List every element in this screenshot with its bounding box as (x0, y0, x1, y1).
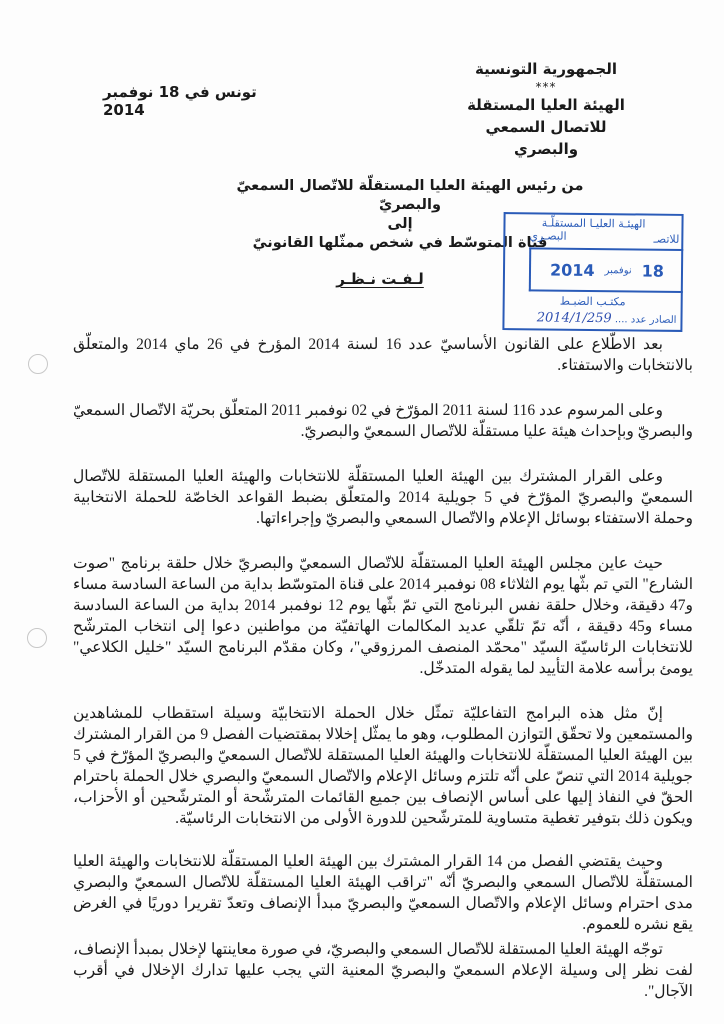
recipient-label: إلى (387, 216, 413, 232)
stamp-date-box (529, 247, 683, 293)
stamp-authority-line2-left: البصـري (529, 229, 567, 243)
stamp-day: 18 (641, 261, 665, 281)
paragraph: توجّه الهيئة العليا المستقلة للاتّصال السمعي والبصريّ، في صورة معاينتها لإخلال بمبدأ الإنصاف، لفت نظر إلى وسيلة الإعلام السمعيّ والبصريّ المعنية التي يجب عليها تدارك الإخلال في أقرب الآجال". (73, 941, 693, 1000)
stamp-ref-label: الصادر عدد (630, 314, 677, 326)
stamp-reference: الصادر عدد .... 2014/1/259 (536, 310, 677, 327)
punch-hole-icon (27, 628, 47, 648)
republic-name: الجمهورية التونسية (475, 60, 617, 78)
stars-divider: *** (535, 80, 557, 94)
paragraph: وعلى القرار المشترك بين الهيئة العليا المستقلّة للانتخابات والهيئة العليا المستقلة للاتّصال السمعيّ والبصريّ المؤرّخ في 5 جويلية 2014 والمتعلّق بضبط القواعد الخاصّة للحملة الانتخابية وحملة الاستفتاء بوسائل الإعلام والاتّصال السمعي والبصريّ وإجراءاتها. (73, 468, 693, 527)
paragraph: وعلى المرسوم عدد 116 لسنة 2011 المؤرّخ في 02 نوفمبر 2011 المتعلّق بحريّة الاتّصال السمعيّ والبصريّ وبإحداث هيئة عليا مستقلّة للاتّصال السمعيّ والبصريّ. (73, 402, 693, 440)
stamp-month: نوفمبر (604, 264, 632, 276)
stamp-office: مكتـب الضبـط (559, 294, 626, 309)
subject-title: لـفـت نـظـر (336, 270, 424, 288)
authority-name-line1: الهيئة العليا المستقلة (467, 96, 625, 114)
authority-name-line2: للاتصال السمعي والبصري (485, 118, 607, 158)
stamp-authority-line1: الهيئـة العليـا المستقلّـة (541, 216, 646, 231)
paragraph: بعد الاطّلاع على القانون الأساسيّ عدد 16 لسنة 2014 المؤرخ في 26 ماي 2014 والمتعلّق بالانتخابات والاستفتاء. (73, 336, 693, 374)
punch-hole-icon (28, 354, 48, 374)
stamp-ref-handwritten: 2014/1/259 (536, 310, 612, 327)
registry-stamp (502, 212, 683, 332)
paragraph: وحيث يقتضي الفصل من 14 القرار المشترك بين الهيئة العليا المستقلّة للانتخابات والهيئة العليا المستقلّة للاتّصال السمعي والبصريّ أنّه "تراقب الهيئة العليا المستقلّة للاتّصال السمعيّ والبصري مدى احترام وسائل الإعلام والاتّصال السمعيّ والبصريّ مبدأ الإنصاف وتعدّ تقريرا دوريًا في الغرض يقع نشره للعموم. (73, 853, 693, 933)
sender: من رئيس الهيئة العليا المستقلّة للاتّصال السمعيّ والبصريّ (236, 178, 584, 213)
letterhead (456, 58, 636, 160)
letter-date: تونس في 18 نوفمبر 2014 (103, 83, 257, 119)
paragraph: حيث عاين مجلس الهيئة العليا المستقلّة للاتّصال السمعيّ والبصريّ خلال حلقة برنامج "صوت الشارع" التي تم بثّها يوم الثلاثاء 08 نوفمبر 2014 على قناة المتوسّط بداية من الساعة السادسة مساء و47 دقيقة، وخلال حلقة نفس البرنامج التي تمّ بثّها يوم 12 نوفمبر 2014 بداية من الساعة السادسة مساء و45 دقيقة ، أنّه تمّ تلقّي عديد المكالمات الهاتفيّة من مواطنين دعوا إلى انتخاب المترشّح للانتخابات الرئاسيّة السيّد "محمّد المنصف المرزوقي"، وكان مقدّم البرنامج السيّد "خليل الكلاعي" يومئ برأسه علامة التأييد لما يقوله المتدخّل. (73, 555, 694, 677)
stamp-authority-line2-right: للاتصـ (653, 232, 680, 246)
paragraph: إنّ مثل هذه البرامج التفاعليّة تمثّل خلال الحملة الانتخابيّة وسيلة استقطاب للمشاهدين والمستمعين ولا تحقّق التوازن المطلوب، وهو ما يمثّل إخلالا بمقتضيات الفصل 9 من القرار المشترك بين الهيئة العليا المستقلّة للانتخابات والهيئة العليا المستقلة للاتّصال السمعيّ والبصريّ المؤرّخ في 5 جويلية 2014 التي تنصّ على أنّه تلتزم وسائل الإعلام والاتّصال السمعيّ والبصري خلال الحملة باحترام الحقّ في النفاذ إليها على أساس الإنصاف بين جميع القائمات المترشّحة أو المترشّحين أو الأحزاب، ويكون ذلك بتوفير تغطية متساوية للمترشّحين للدورة الأولى من الانتخابات الرئاسيّة. (73, 705, 693, 827)
stamp-year: 2014 (550, 260, 595, 280)
recipient: قناة المتوسّط في شخص ممثّلها القانونيّ (252, 235, 548, 251)
letter-body (73, 334, 693, 1002)
